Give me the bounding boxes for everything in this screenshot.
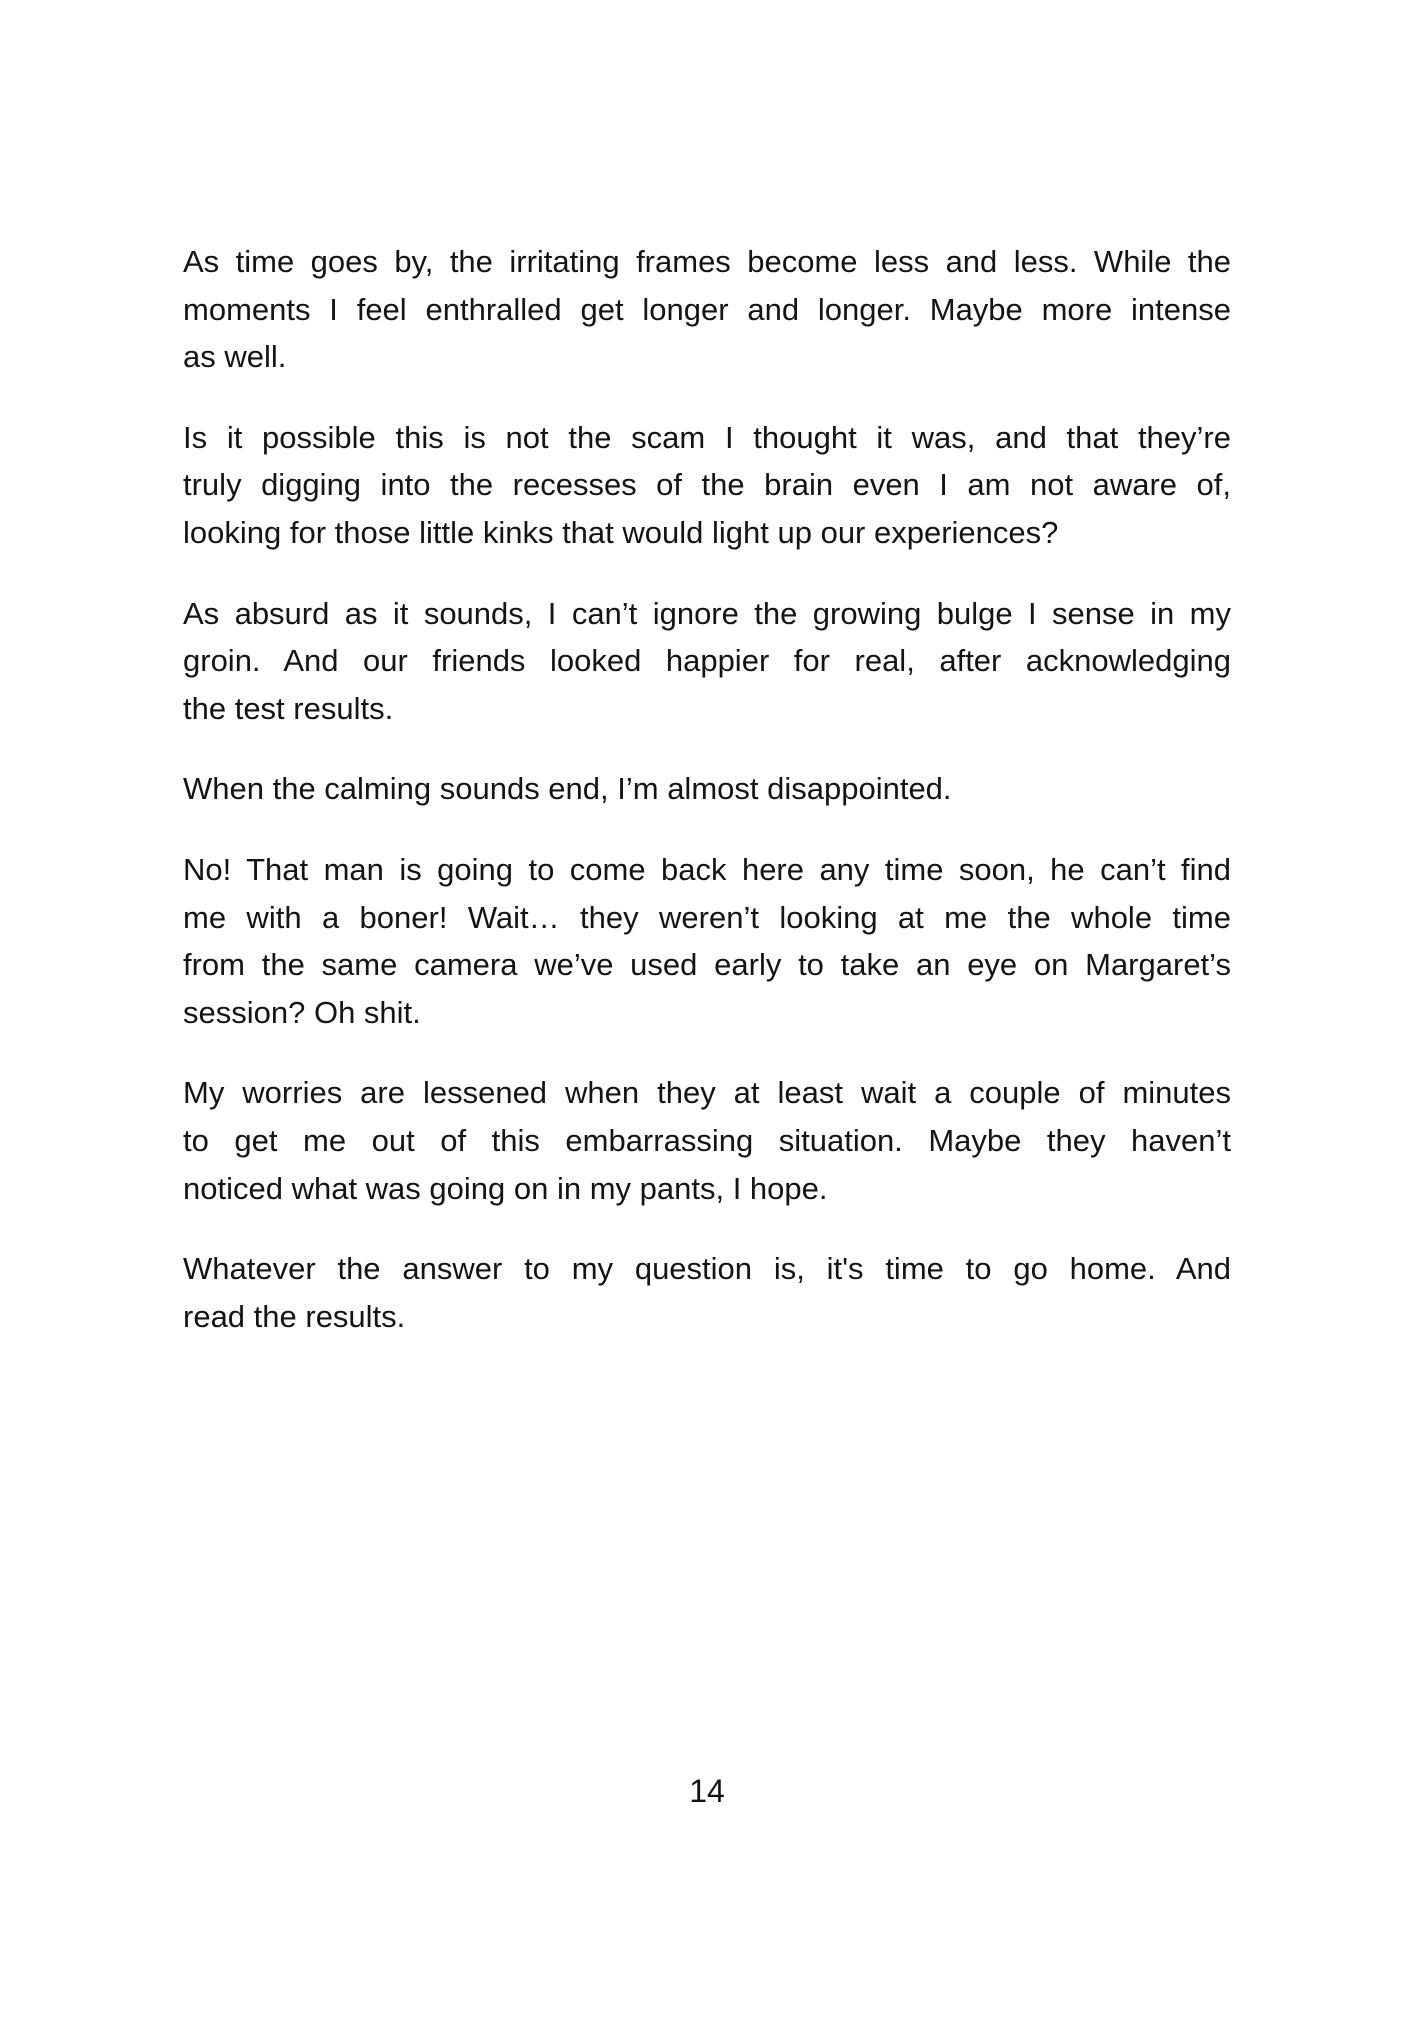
paragraph (183, 590, 1231, 733)
text-line: to get me out of this embarrassing situation. Maybe they haven’t (183, 1122, 1231, 1158)
text-line: the test results. (183, 690, 394, 726)
page-text (183, 238, 1231, 1373)
paragraph (183, 1245, 1231, 1340)
text-line: looking for those little kinks that would light up our experiences? (183, 514, 1059, 550)
text-line: session? Oh shit. (183, 994, 421, 1030)
text-line: As absurd as it sounds, I can’t ignore the growing bulge I sense in my (183, 595, 1231, 631)
text-line: from the same camera we’ve used early to take an eye on Margaret’s (183, 947, 1231, 983)
text-line: My worries are lessened when they at least wait a couple of minutes (183, 1075, 1231, 1111)
paragraph (183, 765, 1231, 813)
text-line: As time goes by, the irritating frames become less and less. While the (183, 244, 1231, 279)
paragraph (183, 846, 1231, 1036)
paragraph (183, 414, 1231, 557)
text-line: noticed what was going on in my pants, I hope. (183, 1170, 828, 1206)
text-line: Is it possible this is not the scam I thought it was, and that they’re (183, 419, 1231, 455)
text-line: groin. And our friends looked happier for real, after acknowledging (183, 643, 1231, 679)
text-line: When the calming sounds end, I’m almost disappointed. (183, 771, 952, 807)
paragraph (183, 238, 1231, 381)
text-line: No! That man is going to come back here any time soon, he can’t find (183, 851, 1231, 887)
page-number: 14 (689, 1773, 725, 1809)
text-line: Whatever the answer to my question is, it's time to go home. And (183, 1251, 1231, 1287)
text-line: read the results. (183, 1298, 406, 1334)
text-line: moments I feel enthralled get longer and longer. Maybe more intense (183, 291, 1231, 327)
text-line: as well. (183, 339, 287, 375)
text-line: truly digging into the recesses of the brain even I am not aware of, (183, 467, 1231, 503)
paragraph (183, 1069, 1231, 1212)
text-line: me with a boner! Wait… they weren’t looking at me the whole time (183, 899, 1231, 935)
